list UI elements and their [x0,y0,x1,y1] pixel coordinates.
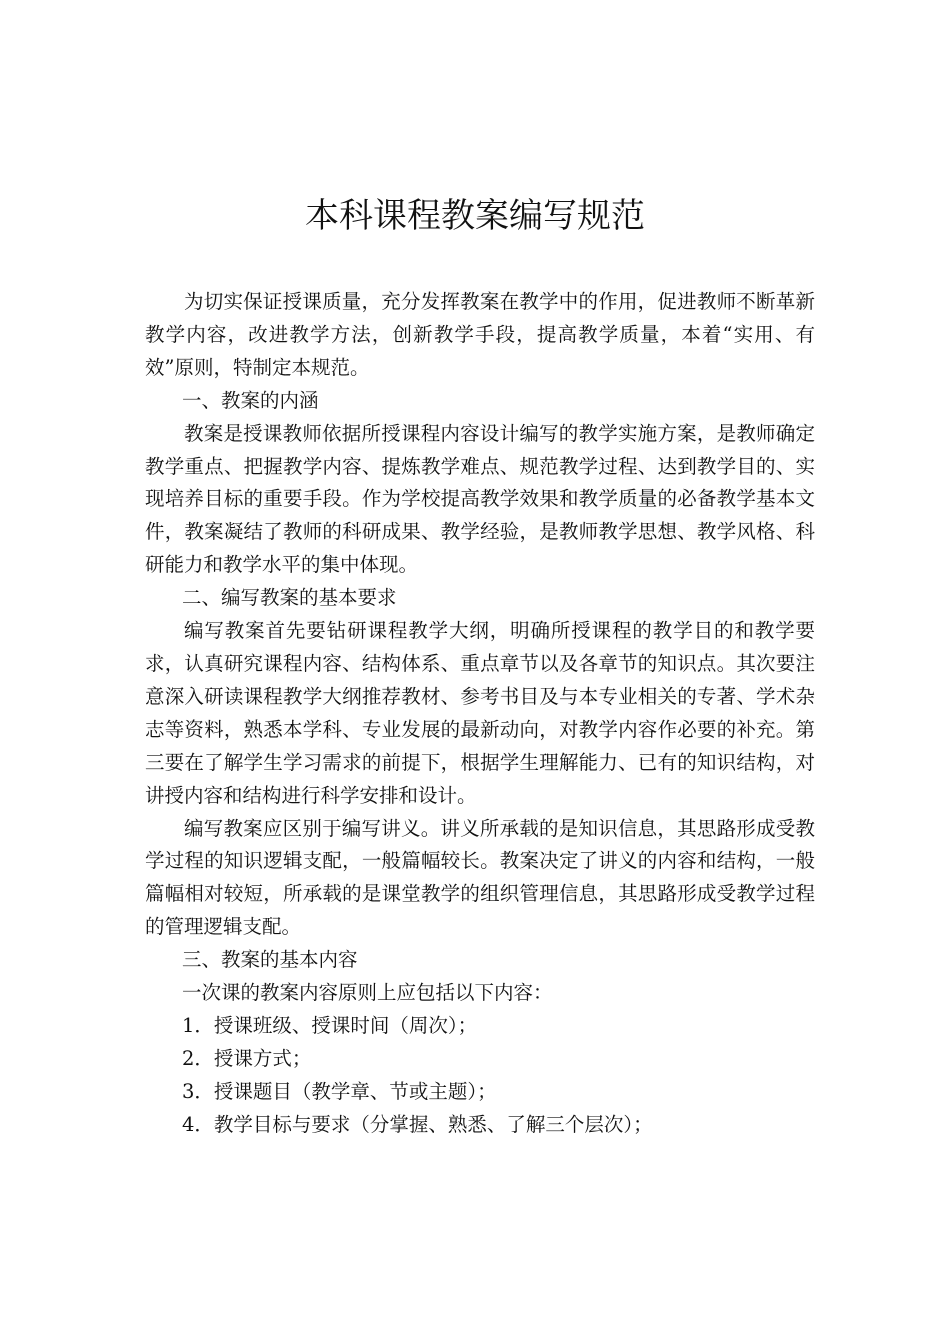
section-heading-2: 二、编写教案的基本要求 [182,586,397,610]
list-item: 1．授课班级、授课时间（周次）； [182,1013,478,1037]
section-1-paragraph-1: 教案是授课教师依据所授课程内容设计编写的教学实施方案，是教师确定教学重点、把握教学内容、提炼教学难点、规范教学过程、达到教学目的、实现培养目标的重要手段。作为学校提高教学效果和教学质量的必备教学基本文件，教案凝结了教师的科研成果、教学经验，是教师教学思想、教学风格、科研能力和教学水平的集中体现。 [145,421,815,577]
section-heading-1: 一、教案的内涵 [182,388,319,412]
section-heading-3: 三、教案的基本内容 [182,948,358,972]
section-3-lead: 一次课的教案内容原则上应包括以下内容： [182,981,553,1005]
list-item: 4．教学目标与要求（分掌握、熟悉、了解三个层次）； [182,1112,653,1136]
section-2-paragraph-2: 编写教案应区别于编写讲义。讲义所承载的是知识信息，其思路形成受教学过程的知识逻辑支配，一般篇幅较长。教案决定了讲义的内容和结构，一般篇幅相对较短，所承载的是课堂教学的组织管理信息，其思路形成受教学过程的管理逻辑支配。 [145,816,815,939]
section-2-paragraph-1: 编写教案首先要钻研课程教学大纲，明确所授课程的教学目的和教学要求，认真研究课程内容、结构体系、重点章节以及各章节的知识点。其次要注意深入研读课程教学大纲推荐教材、参考书目及与本专业相关的专著、学术杂志等资料，熟悉本学科、专业发展的最新动向，对教学内容作必要的补充。第三要在了解学生学习需求的前提下，根据学生理解能力、已有的知识结构，对讲授内容和结构进行科学安排和设计。 [145,619,815,807]
document-title: 本科课程教案编写规范 [305,196,645,236]
intro-paragraph: 为切实保证授课质量，充分发挥教案在教学中的作用，促进教师不断革新教学内容，改进教学方法，创新教学手段，提高教学质量，本着“实用、有效”原则，特制定本规范。 [145,290,815,379]
document-body [145,286,815,1142]
list-item: 2．授课方式； [182,1046,312,1070]
list-item: 3．授课题目（教学章、节或主题）； [182,1079,497,1103]
